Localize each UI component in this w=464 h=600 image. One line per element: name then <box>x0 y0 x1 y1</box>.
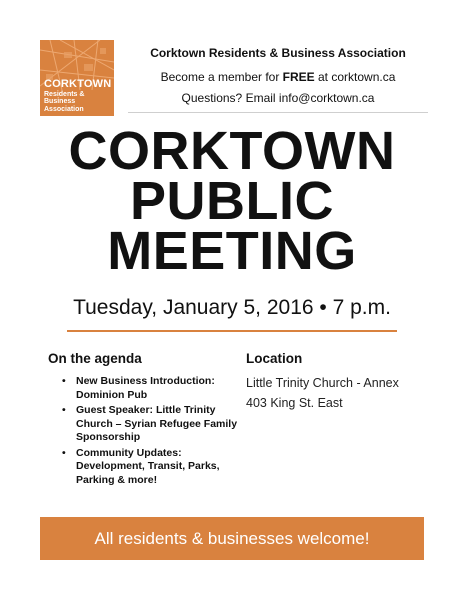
orange-divider <box>67 330 397 332</box>
agenda-section <box>48 351 238 489</box>
free-emphasis: FREE <box>282 70 315 84</box>
bullet-icon: • <box>62 375 66 387</box>
title-line-3: MEETING <box>107 221 357 281</box>
agenda-list <box>48 375 238 487</box>
membership-line: Become a member for FREE at corktown.ca <box>160 70 396 84</box>
page-title <box>0 121 464 281</box>
agenda-heading: On the agenda <box>48 351 142 366</box>
bullet-icon: • <box>62 404 66 416</box>
questions-email-line[interactable]: Questions? Email info@corktown.ca <box>181 91 375 105</box>
list-item: • New Business Introduction: Dominion Pub <box>62 375 215 401</box>
header <box>0 0 464 116</box>
bullet-icon: • <box>62 446 66 459</box>
location-address: 403 King St. East <box>246 396 343 410</box>
list-item: • Guest Speaker: Little Trinity Church – Syrian Refugee Family Sponsorship <box>62 404 238 443</box>
title-line-1: CORKTOWN <box>68 121 396 181</box>
list-item: • Community Updates: Development, Transit, Parks, Parking & more! <box>62 446 220 486</box>
logo-subtitle-2: Association <box>44 105 84 113</box>
logo-title: CORKTOWN <box>44 78 112 91</box>
title-line-2: PUBLIC <box>130 171 334 231</box>
header-divider <box>128 112 428 113</box>
event-date-time: Tuesday, January 5, 2016 • 7 p.m. <box>73 296 391 319</box>
association-name: Corktown Residents & Business Association <box>150 46 406 60</box>
location-venue: Little Trinity Church - Annex <box>246 376 399 390</box>
welcome-banner: All residents & businesses welcome! <box>40 517 424 560</box>
location-section <box>246 351 436 413</box>
logo-subtitle: Residents & Business <box>44 90 85 106</box>
location-heading: Location <box>246 351 303 366</box>
website-link[interactable]: at corktown.ca <box>314 70 396 84</box>
association-logo <box>40 40 114 116</box>
